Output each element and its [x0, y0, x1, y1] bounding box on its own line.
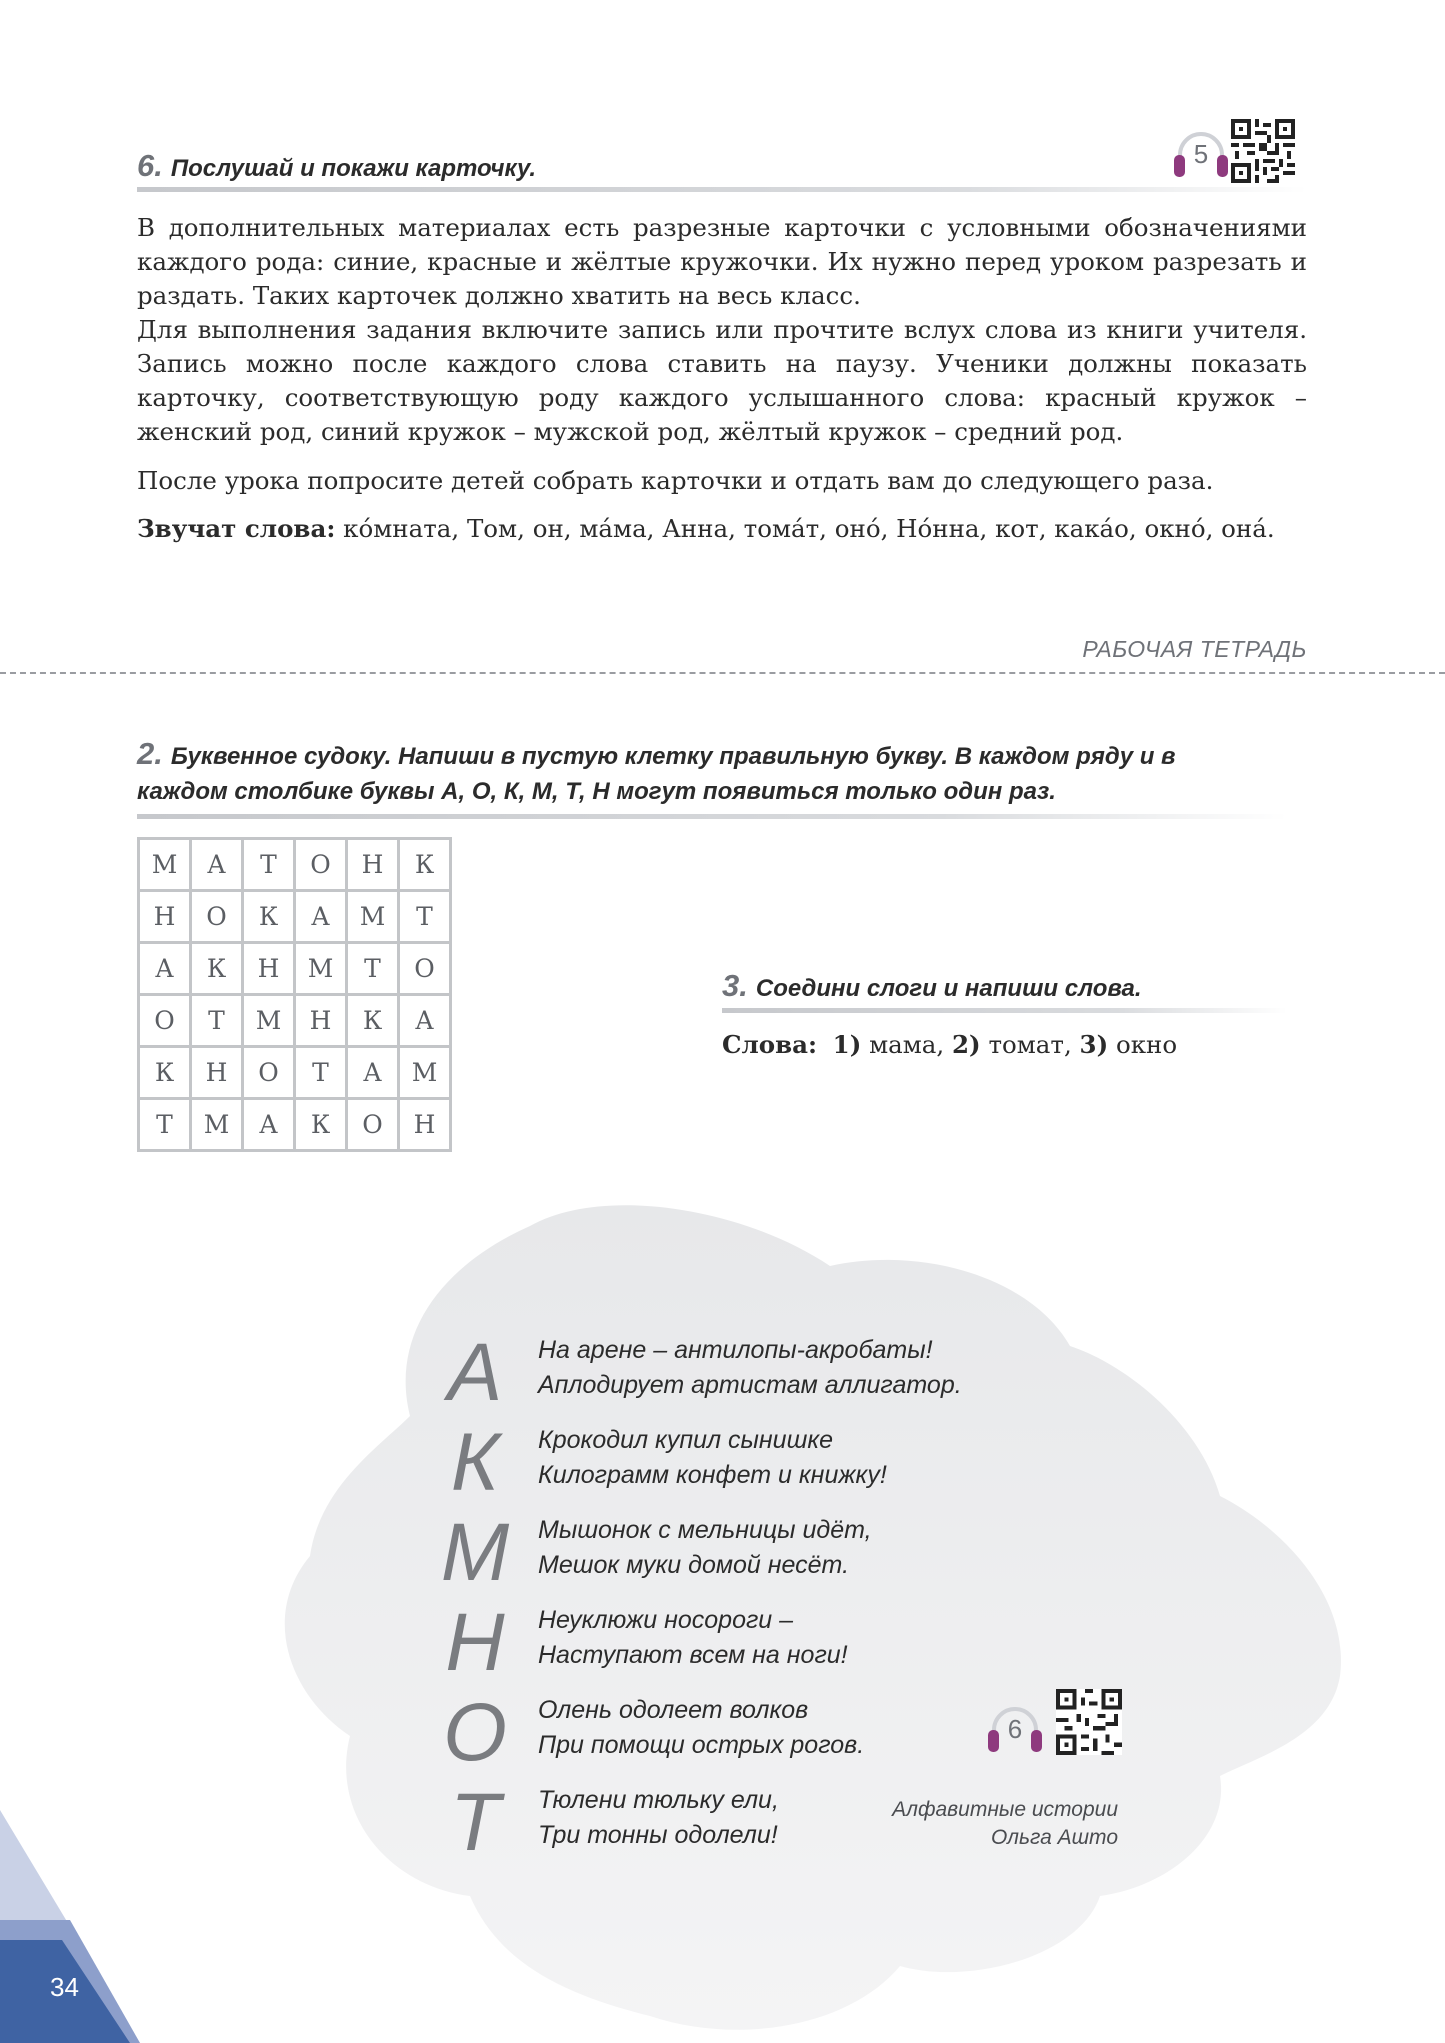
poem-line: Мешок муки домой несёт.	[538, 1551, 850, 1579]
sudoku-cell: Т	[139, 1099, 191, 1151]
poem-initial-letter: М	[440, 1507, 510, 1598]
poem-line: Тюлени тюльку ели,	[538, 1786, 779, 1814]
dashed-divider	[0, 672, 1445, 674]
poem-line: Килограмм конфет и книжку!	[538, 1461, 887, 1489]
sudoku-row	[139, 1047, 451, 1099]
sudoku-cell: К	[399, 839, 451, 891]
sudoku-cell: О	[295, 839, 347, 891]
poem-line: Аплодирует артистам аллигатор.	[538, 1371, 962, 1399]
task6-underline	[137, 187, 1307, 192]
corner-decoration	[0, 1810, 140, 2043]
answers-label: Слова:	[722, 1030, 818, 1059]
task6-paragraph-2: Для выполнения задания включите запись или прочтите вслух слова из книги учителя. Запись можно после каждого слова ставить на паузу. Ученики должны показать карточку, соответствующую роду каждого услышанного слова: красный кружок – женский род, синий кружок – мужской род, жёлтый кружок – средний род.	[137, 315, 1307, 446]
sudoku-cell: М	[399, 1047, 451, 1099]
sudoku-cell: Н	[243, 943, 295, 995]
sudoku-cell: О	[399, 943, 451, 995]
poem-initial-letter: А	[447, 1327, 503, 1418]
sudoku-row	[139, 1099, 451, 1151]
sudoku-cell: А	[191, 839, 243, 891]
sudoku-cell: М	[243, 995, 295, 1047]
task3-answers	[722, 1030, 1177, 1059]
task2-number: 2.	[137, 736, 163, 771]
sudoku-cell: Н	[191, 1047, 243, 1099]
sudoku-cell: О	[243, 1047, 295, 1099]
sudoku-cell: Н	[347, 839, 399, 891]
poem-line: Крокодил купил сынишке	[538, 1426, 834, 1454]
poem-credit-author: Ольга Ашто	[991, 1826, 1118, 1849]
task2-title-line2: каждом столбике буквы А, О, К, М, Т, Н могут появиться только один раз.	[137, 778, 1056, 805]
poem-line: На арене – антилопы-акробаты!	[538, 1336, 933, 1364]
sudoku-cell: Т	[243, 839, 295, 891]
sudoku-cell: А	[295, 891, 347, 943]
sudoku-cell: Т	[347, 943, 399, 995]
sudoku-cell: А	[139, 943, 191, 995]
sudoku-cell: Н	[399, 1099, 451, 1151]
task3-underline	[722, 1008, 1287, 1013]
task2-title-line1: Буквенное судоку. Напиши в пустую клетку правильную букву. В каждом ряду и в	[170, 743, 1176, 770]
task6-paragraph-3: После урока попросите детей собрать карточки и отдать вам до следующего раза.	[137, 466, 1214, 495]
poem-line: Наступают всем на ноги!	[538, 1641, 848, 1669]
poem-line: Три тонны одолели!	[538, 1821, 778, 1849]
letter-sudoku-grid	[137, 837, 452, 1152]
sudoku-row	[139, 995, 451, 1047]
sudoku-cell: К	[191, 943, 243, 995]
answer-1-word: мама,	[869, 1030, 945, 1059]
sudoku-cell: К	[295, 1099, 347, 1151]
sudoku-cell: А	[399, 995, 451, 1047]
answer-1-number: 1)	[832, 1030, 862, 1059]
task6-paragraph-1: В дополнительных материалах есть разрезные карточки с условными обозначениями каждого рода: синие, красные и жёлтые кружочки. Их нужно перед уроком разрезать и раздать. Таких карточек должно хватить на весь класс.	[137, 213, 1307, 310]
task3-title: Соедини слоги и напиши слова.	[755, 975, 1142, 1002]
sudoku-cell: О	[347, 1099, 399, 1151]
task6-number: 6.	[137, 148, 163, 183]
sudoku-cell: Т	[399, 891, 451, 943]
sudoku-cell: Т	[191, 995, 243, 1047]
task3-number: 3.	[722, 968, 748, 1003]
sudoku-cell: Н	[139, 891, 191, 943]
audio-track-number: 5	[1193, 139, 1209, 169]
sudoku-cell: М	[347, 891, 399, 943]
poem-line: Олень одолеет волков	[538, 1696, 809, 1724]
words-label: Звучат слова:	[137, 514, 336, 543]
poem-initial-letter: К	[450, 1417, 500, 1508]
task2-heading	[137, 738, 1176, 811]
answer-2-number: 2)	[952, 1030, 981, 1059]
words-list: ко́мната, Том, он, ма́ма, Анна, тома́т, оно́, Но́нна, кот, кака́о, окно́, она́.	[343, 514, 1275, 543]
sudoku-cell: М	[295, 943, 347, 995]
sudoku-row	[139, 839, 451, 891]
poem-initial-letter: Т	[449, 1777, 501, 1868]
sudoku-cell: М	[191, 1099, 243, 1151]
sudoku-cell: О	[139, 995, 191, 1047]
answer-3-number: 3)	[1079, 1030, 1109, 1059]
sudoku-cell: К	[139, 1047, 191, 1099]
sudoku-cell: К	[243, 891, 295, 943]
task6-words	[137, 512, 1307, 546]
sudoku-cell: А	[243, 1099, 295, 1151]
poem-line: Неуклюжи носороги –	[538, 1606, 794, 1634]
sudoku-cell: Т	[295, 1047, 347, 1099]
audio-track-5-button[interactable]	[1170, 125, 1232, 187]
task3-heading	[722, 968, 1142, 1004]
sudoku-cell: К	[347, 995, 399, 1047]
poem-line: При помощи острых рогов.	[538, 1731, 865, 1759]
task6-title: Послушай и покажи карточку.	[170, 155, 537, 182]
task6-heading	[137, 148, 536, 184]
poem-credit-title: Алфавитные истории	[892, 1798, 1118, 1821]
sudoku-cell: О	[191, 891, 243, 943]
qr-code-icon[interactable]	[1231, 119, 1295, 183]
answer-2-word: томат,	[988, 1030, 1072, 1059]
sudoku-cell: Н	[295, 995, 347, 1047]
task2-underline	[137, 814, 1287, 819]
qr-code-icon[interactable]	[1056, 1689, 1122, 1755]
answer-3-word: окно	[1115, 1030, 1178, 1059]
poem-line: Мышонок с мельницы идёт,	[538, 1516, 872, 1544]
sudoku-row	[139, 943, 451, 995]
page-number: 34	[50, 1972, 79, 2002]
sudoku-cell: М	[139, 839, 191, 891]
audio-track-number: 6	[1007, 1714, 1023, 1744]
sudoku-cell: А	[347, 1047, 399, 1099]
poem-initial-letter: Н	[445, 1597, 505, 1688]
poem-initial-letter: О	[443, 1687, 507, 1778]
sudoku-row	[139, 891, 451, 943]
audio-track-6-button[interactable]	[984, 1700, 1046, 1762]
section-label: РАБОЧАЯ ТЕТРАДЬ	[1082, 636, 1307, 662]
